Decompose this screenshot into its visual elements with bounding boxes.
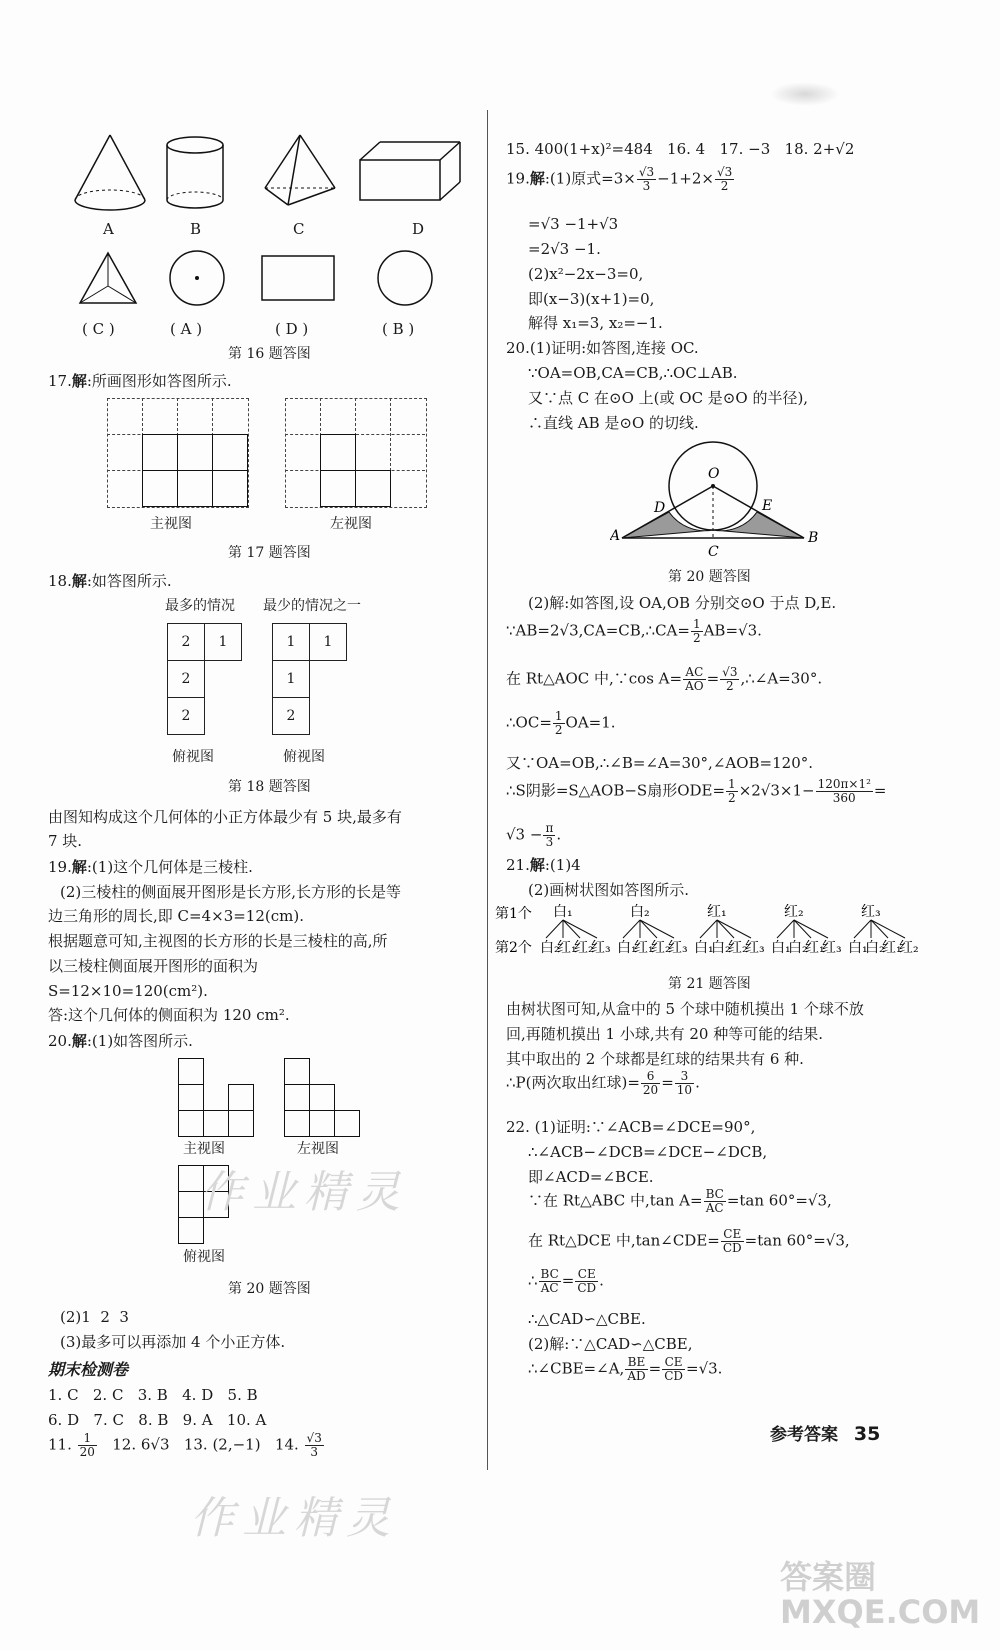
view-answer-4: ( B ) xyxy=(382,320,415,338)
q19-p4: S=12×10=120(cm²). xyxy=(48,982,208,1000)
r-q22-l8: (2)解:∵△CAD∽△CBE, xyxy=(528,1335,693,1353)
q18-top-label-1: 俯视图 xyxy=(172,749,214,765)
r-q22-l9: ∴∠CBE=∠A, $\frac{BE}{AD}$ = $\frac{CE}{CD}$ =√3. xyxy=(528,1355,723,1384)
q19-p3b: 以三棱柱侧面展开图形的面积为 xyxy=(48,957,259,975)
q20-p2: (2)1 2 3 xyxy=(60,1308,129,1326)
tree-leaf: 红₁ xyxy=(805,940,825,956)
tree-branch xyxy=(794,920,828,938)
grid-cell: 1 xyxy=(310,624,347,661)
r-q20-l2: ∵OA=OB,CA=CB,∴OC⊥AB. xyxy=(528,364,738,382)
shaded-right xyxy=(713,512,804,538)
r-q20-s2b: AB=√3. xyxy=(703,621,762,640)
r-q20-s2a: ∵AB=2√3,CA=CB,∴CA= xyxy=(506,621,690,640)
column-divider xyxy=(487,110,488,1470)
q20-number: 20. xyxy=(48,1032,72,1050)
r-q21-t4a: ∴P(两次取出红球)= xyxy=(506,1073,640,1092)
solid-label-b: B xyxy=(190,220,202,238)
tree-branch xyxy=(794,920,811,938)
r-q21-p2: (2)画树状图如答图所示. xyxy=(528,881,690,899)
q18-most-label: 最多的情况 xyxy=(165,598,235,614)
r-q20-s4 xyxy=(506,710,616,737)
grid-cell: 2 xyxy=(168,698,205,735)
tree-leaf: 红₃ xyxy=(745,940,765,956)
r-q21-frac-2: $\frac{3}{10}$ xyxy=(676,1069,693,1098)
r-q19-number: 19. xyxy=(506,169,530,188)
tree-branch xyxy=(871,920,888,938)
view-answer-2: ( A ) xyxy=(170,320,203,338)
q20-left-heading xyxy=(48,1032,193,1052)
q19-p2a: (2)三棱柱的侧面展开图形是长方形,长方形的长是等 xyxy=(60,883,402,901)
final-answers-row-1: 1. C 2. C 3. B 4. D 5. B xyxy=(48,1386,258,1404)
q17-number: 17. xyxy=(48,372,72,390)
q17-text: :所画图形如答图所示. xyxy=(86,372,232,390)
r-q21-number: 21. xyxy=(506,856,530,874)
r-q22-l9a: ∴∠CBE=∠A, xyxy=(528,1359,625,1378)
r-q20-l3: 又∵点 C 在⊙O 上(或 OC 是⊙O 的半径), xyxy=(528,389,809,407)
r-q20-l1: (1)证明:如答图,连接 OC. xyxy=(529,339,699,357)
tree-leaf: 白₂ xyxy=(540,940,560,956)
tree-leaf: 红₂ xyxy=(651,940,671,956)
r-q20-s3a: 在 Rt△AOC 中,∵cos A= xyxy=(506,669,683,688)
r-q19-p1a: :(1)原式=3× xyxy=(544,169,636,188)
triangle-view xyxy=(80,253,136,303)
q18-caption: 第 18 题答图 xyxy=(228,779,311,795)
tree-leaf: 白₁ xyxy=(848,940,868,956)
r-q21-solve: 解 xyxy=(529,856,545,874)
shaded-left xyxy=(622,512,713,538)
q19-number: 19. xyxy=(48,858,72,876)
r-q20-s7: √3 − $\frac{\pi}{3}$ . xyxy=(506,821,562,850)
q18-top-label-2: 俯视图 xyxy=(283,749,325,765)
r-q22-l5 xyxy=(528,1228,850,1255)
box-shape xyxy=(360,142,460,200)
watermark-left-1: 作业精灵 xyxy=(200,1167,408,1218)
pt-o: O xyxy=(708,466,720,482)
second-draw-label: 第2个 xyxy=(495,940,532,956)
r-q22-l3: 即∠ACD=∠BCE. xyxy=(528,1168,654,1186)
r-q22-l6-frac-1: $\frac{BC}{AC}$ xyxy=(540,1267,559,1296)
r-q21-heading xyxy=(506,856,581,876)
r-q21-p1: :(1)4 xyxy=(544,856,581,874)
r-q20-s6b: ×2√3×1− xyxy=(738,781,815,800)
top-decoration xyxy=(770,82,840,106)
r-q20-s7-frac: $\frac{\pi}{3}$ xyxy=(545,821,554,850)
footer-label: 参考答案 xyxy=(770,1425,838,1445)
q19-p5: 答:这个几何体的侧面积为 120 cm². xyxy=(48,1006,290,1024)
q17-caption: 第 17 题答图 xyxy=(228,545,311,561)
r-q20-s1: (2)解:如答图,设 OA,OB 分别交⊙O 于点 D,E. xyxy=(528,594,837,612)
tree-leaf: 白₁ xyxy=(617,940,637,956)
q20-p1: :(1)如答图所示. xyxy=(86,1032,193,1050)
q18-number: 18. xyxy=(48,572,72,590)
cone-shape xyxy=(75,135,145,210)
tree-leaf: 白₁ xyxy=(771,940,791,956)
r-q22-l9-frac-2: $\frac{CE}{CD}$ xyxy=(664,1355,683,1384)
r-q20-s3-frac-2: $\frac{√3}{2}$ xyxy=(722,665,738,694)
r-q22-l4b: =tan 60°=√3, xyxy=(726,1191,832,1210)
grid-cell: 2 xyxy=(168,624,205,661)
r-q20-line-1 xyxy=(506,339,699,359)
tree-branch xyxy=(563,920,580,938)
tree-leaf: 红₁ xyxy=(634,940,654,956)
r-q22-l2: ∴∠ACB−∠DCB=∠DCE−∠DCB, xyxy=(528,1143,768,1161)
tree-leaf: 红₂ xyxy=(728,940,748,956)
r-line-15: 15. 400(1+x)²=484 16. 4 17. −3 18. 2+√2 xyxy=(506,140,855,158)
tree-branch xyxy=(546,920,563,938)
tree-leaf: 红₃ xyxy=(822,940,842,956)
q20-left-caption: 第 20 题答图 xyxy=(228,1281,311,1297)
r-q19-p5: 即(x−3)(x+1)=0, xyxy=(528,290,655,308)
answer-12: 12. 6√3 xyxy=(112,1435,170,1454)
q19-p1: :(1)这个几何体是三棱柱. xyxy=(86,858,253,876)
solid-label-a: A xyxy=(103,220,114,238)
r-q20-s6: ∴S阴影=S△AOB−S扇形ODE= $\frac{1}{2}$ ×2√3×1− $\frac{\text{120π×1²}}{360}$ = xyxy=(506,777,887,806)
answer-14-fraction: $\frac{√3}{3}$ xyxy=(306,1431,322,1460)
grid-cell: 1 xyxy=(273,661,310,698)
r-q20-l4: ∴直线 AB 是⊙O 的切线. xyxy=(528,414,699,432)
q19-left-heading xyxy=(48,858,253,878)
r-q20-number: 20. xyxy=(506,339,530,357)
answer-11-label: 11. xyxy=(48,1435,72,1454)
q20-solve: 解 xyxy=(71,1032,87,1050)
r-q22-l5b: =tan 60°=√3, xyxy=(744,1231,850,1250)
r-q22-l9-frac-1: $\frac{BE}{AD}$ xyxy=(627,1355,646,1384)
circle-tangent-figure xyxy=(610,440,830,560)
r-q22-l4-frac: $\frac{BC}{AC}$ xyxy=(705,1187,724,1216)
r-q20-s3b: ,∴∠A=30°. xyxy=(740,669,823,688)
view-answer-1: ( C ) xyxy=(82,320,115,338)
tree-branch xyxy=(640,920,657,938)
first-node-1: 白₁ xyxy=(553,904,573,920)
solid-label-c: C xyxy=(293,220,305,238)
q17-heading xyxy=(48,372,232,392)
r-q20-s6-frac-2: $\frac{\text{120π×1²}}{360}$ xyxy=(817,777,871,806)
tree-leaf: 红₁ xyxy=(882,940,902,956)
tree-branch xyxy=(871,920,905,938)
final-answers-row-2: 6. D 7. C 8. B 9. A 10. A xyxy=(48,1411,267,1429)
tree-leaf: 红₂ xyxy=(574,940,594,956)
r-q22-l6-frac-2: $\frac{CE}{CD}$ xyxy=(577,1267,597,1296)
r-q19-p4: (2)x²−2x−3=0, xyxy=(528,265,644,283)
final-answers-row-3 xyxy=(48,1432,325,1459)
r-q19-line-1 xyxy=(506,166,735,193)
r-q19-frac-2: $\frac{√3}{2}$ xyxy=(716,165,733,194)
answer-14-label: 14. xyxy=(274,1435,299,1454)
q18-text: :如答图所示. xyxy=(86,572,172,590)
q16-caption: 第 16 题答图 xyxy=(228,346,311,362)
pt-c: C xyxy=(708,544,719,560)
r-q21-t1: 由树状图可知,从盒中的 5 个球中随机摸出 1 个球不放 xyxy=(506,1000,864,1018)
r-q20-s6-frac-1: $\frac{1}{2}$ xyxy=(728,777,736,806)
q18-least-label: 最少的情况之一 xyxy=(263,598,361,614)
tree-branch xyxy=(717,920,734,938)
tree-leaf: 白₂ xyxy=(788,940,808,956)
q18-most-grid xyxy=(167,623,242,735)
first-draw-label: 第1个 xyxy=(495,906,532,922)
q17-left-label: 左视图 xyxy=(330,516,372,532)
q18-solve: 解 xyxy=(71,572,87,590)
r-q22-l1: 22. (1)证明:∵∠ACB=∠DCE=90°, xyxy=(506,1118,756,1136)
pt-a: A xyxy=(610,528,621,544)
r-q22-l4 xyxy=(528,1188,832,1215)
q20-top-label: 俯视图 xyxy=(183,1249,225,1265)
r-q22-l5-frac: $\frac{CE}{CD}$ xyxy=(722,1227,742,1256)
r-q21-t4: ∴P(两次取出红球)= $\frac{6}{20}$ = $\frac{3}{10}$ . xyxy=(506,1069,700,1098)
r-q21-caption: 第 21 题答图 xyxy=(668,976,751,992)
r-q22-l6: ∴ $\frac{BC}{AC}$ = $\frac{CE}{CD}$ . xyxy=(528,1267,604,1296)
r-q21-t2: 回,再随机摸出 1 小球,共有 20 种等可能的结果. xyxy=(506,1025,824,1043)
tree-diagram xyxy=(495,902,955,962)
tree-branch xyxy=(854,920,871,938)
cylinder-shape xyxy=(167,137,223,208)
pt-e: E xyxy=(762,498,773,514)
q19-p3a: 根据题意可知,主视图的长方形的长是三棱柱的高,所 xyxy=(48,932,388,950)
r-q20-s5: 又∵OA=OB,∴∠B=∠A=30°,∠AOB=120°. xyxy=(506,754,814,772)
r-q20-s3-frac-1: $\frac{AC}{AO}$ xyxy=(685,665,704,694)
r-q22-l9b: =√3. xyxy=(686,1359,723,1378)
r-q20-s6a: ∴S阴影=S△AOB−S扇形ODE= xyxy=(506,781,726,800)
grid-cell: 1 xyxy=(205,624,242,661)
answer-11-fraction: $\frac{1}{20}$ xyxy=(79,1431,95,1460)
page-footer xyxy=(770,1422,880,1447)
first-node-2: 白₂ xyxy=(630,904,650,920)
final-exam-title: 期末检测卷 xyxy=(48,1360,129,1379)
tree-branch xyxy=(623,920,640,938)
watermark-left-2: 作业精灵 xyxy=(190,1493,398,1544)
q18-conclusion-2: 7 块. xyxy=(48,832,83,850)
r-q19-p1b: −1+2× xyxy=(657,169,714,188)
answer-13: 13. (2,−1) xyxy=(183,1435,261,1454)
q20-front-label: 主视图 xyxy=(183,1141,225,1157)
r-q20-s3: 在 Rt△AOC 中,∵cos A= $\frac{AC}{AO}$ = $\frac{√3}{2}$ ,∴∠A=30°. xyxy=(506,665,823,694)
solid-label-d: D xyxy=(412,220,425,238)
tree-leaf: 红₃ xyxy=(668,940,688,956)
tree-branch xyxy=(640,920,674,938)
r-q20-s4a: ∴OC= xyxy=(506,713,552,732)
q20-left-label: 左视图 xyxy=(297,1141,339,1157)
pt-b: B xyxy=(808,530,819,546)
pt-d: D xyxy=(654,500,666,516)
tree-branch xyxy=(563,920,597,938)
grid-cell: 2 xyxy=(273,698,310,735)
tree-branch xyxy=(700,920,717,938)
circle-view xyxy=(378,251,432,305)
r-q19-p6: 解得 x₁=3, x₂=−1. xyxy=(528,314,663,332)
tree-leaf: 白₂ xyxy=(865,940,885,956)
r-q22-l5a: 在 Rt△DCE 中,tan∠CDE= xyxy=(528,1231,720,1250)
r-q19-solve: 解 xyxy=(529,169,545,188)
page-number: 35 xyxy=(853,1423,881,1445)
watermark-right: 答案圈 MXQE.COM xyxy=(780,1558,981,1632)
first-node-3: 红₁ xyxy=(707,904,727,920)
r-q21-t3: 其中取出的 2 个球都是红球的结果共有 6 种. xyxy=(506,1050,804,1068)
r-q20-s2-frac: $\frac{1}{2}$ xyxy=(692,617,701,646)
first-node-4: 红₂ xyxy=(784,904,804,920)
rectangle-view xyxy=(262,256,334,300)
r-q19-frac-1: $\frac{√3}{3}$ xyxy=(638,165,655,194)
r-q20-s7a: √3 − xyxy=(506,825,543,844)
r-q20-s4b: OA=1. xyxy=(565,713,616,732)
r-q22-l7: ∴△CAD∽△CBE. xyxy=(528,1310,646,1328)
q20-p3: (3)最多可以再添加 4 个小正方体. xyxy=(60,1333,286,1351)
pyramid-shape xyxy=(265,135,335,205)
q17-front-label: 主视图 xyxy=(150,516,192,532)
tree-branch xyxy=(717,920,751,938)
tree-leaf: 白₂ xyxy=(711,940,731,956)
tree-leaf: 红₂ xyxy=(899,940,919,956)
q19-p2b: 边三角形的周长,即 C=4×3=12(cm). xyxy=(48,907,304,925)
tree-branch xyxy=(777,920,794,938)
q18-least-grid xyxy=(272,623,347,735)
r-q20-caption: 第 20 题答图 xyxy=(668,569,751,585)
r-q22-l4a: ∵在 Rt△ABC 中,tan A= xyxy=(528,1191,703,1210)
q18-conclusion-1: 由图知构成这个几何体的小正方体最少有 5 块,最多有 xyxy=(48,808,402,826)
grid-cell: 2 xyxy=(168,661,205,698)
r-q20-s4-frac: $\frac{1}{2}$ xyxy=(554,709,563,738)
tree-leaf: 红₁ xyxy=(557,940,577,956)
q16-views-figure xyxy=(70,248,470,318)
grid-cell: 1 xyxy=(273,624,310,661)
r-q20-s2 xyxy=(506,618,762,645)
q17-solve: 解 xyxy=(71,372,87,390)
q18-heading xyxy=(48,572,172,592)
q19-solve: 解 xyxy=(71,858,87,876)
tree-leaf: 白₁ xyxy=(694,940,714,956)
r-q19-p3: =2√3 −1. xyxy=(528,240,601,258)
view-answer-3: ( D ) xyxy=(275,320,309,338)
first-node-5: 红₃ xyxy=(861,904,881,920)
tree-leaf: 红₃ xyxy=(591,940,611,956)
circle-dot-view xyxy=(170,251,224,305)
r-q19-p2: =√3 −1+√3 xyxy=(528,215,619,233)
r-q21-frac-1: $\frac{6}{20}$ xyxy=(642,1069,659,1098)
